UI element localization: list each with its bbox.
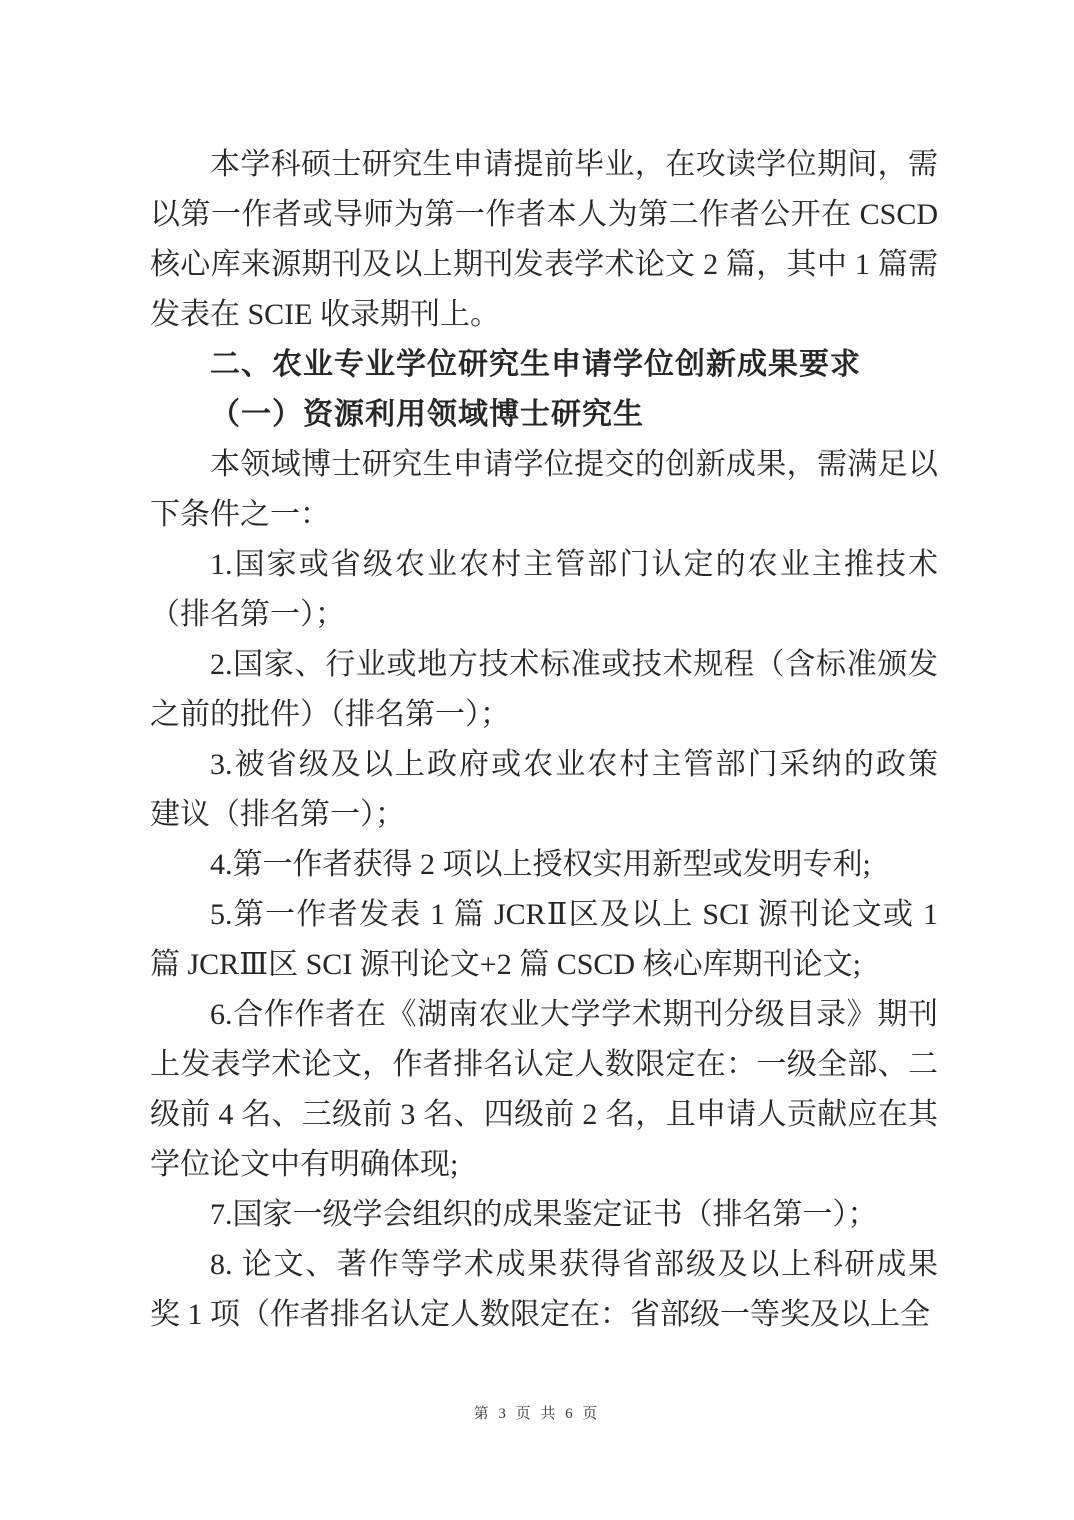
text-line: 本领域博士研究生申请学位提交的创新成果，需满足以 bbox=[210, 448, 938, 481]
paragraph bbox=[150, 640, 938, 740]
text-line: 6.合作作者在《湖南农业大学学术期刊分级目录》期刊 bbox=[210, 998, 938, 1031]
text-line: 学位论文中有明确体现; bbox=[150, 1148, 459, 1181]
paragraph bbox=[150, 740, 938, 840]
text-line: 级前 4 名、三级前 3 名、四级前 2 名，且申请人贡献应在其 bbox=[150, 1098, 938, 1131]
text-line: 奖 1 项（作者排名认定人数限定在：省部级一等奖及以上全 bbox=[150, 1298, 930, 1331]
page-number: 第 3 页 共 6 页 bbox=[473, 1406, 601, 1422]
text-line: 3.被省级及以上政府或农业农村主管部门采纳的政策 bbox=[210, 748, 938, 781]
text-line: 上发表学术论文，作者排名认定人数限定在：一级全部、二 bbox=[150, 1048, 938, 1081]
paragraph bbox=[150, 540, 938, 640]
text-line: 之前的批件）（排名第一）； bbox=[150, 698, 510, 731]
text-line: 核心库来源期刊及以上期刊发表学术论文 2 篇，其中 1 篇需 bbox=[150, 248, 938, 281]
document-body bbox=[150, 140, 938, 1340]
paragraph bbox=[150, 140, 938, 340]
section-heading bbox=[150, 340, 938, 390]
text-line: 以第一作者或导师为第一作者本人为第二作者公开在 CSCD bbox=[150, 198, 938, 231]
text-line: （排名第一）； bbox=[150, 598, 345, 631]
text-line: 发表在 SCIE 收录期刊上。 bbox=[150, 298, 501, 331]
text-line: 本学科硕士研究生申请提前毕业，在攻读学位期间，需 bbox=[210, 148, 938, 181]
text-line: 篇 JCRⅢ区 SCI 源刊论文+2 篇 CSCD 核心库期刊论文; bbox=[150, 948, 861, 981]
text-line: 1.国家或省级农业农村主管部门认定的农业主推技术 bbox=[210, 548, 938, 581]
text-line: 7.国家一级学会组织的成果鉴定证书（排名第一）； bbox=[210, 1198, 878, 1231]
page-footer bbox=[0, 1402, 1074, 1426]
text-line: 8. 论文、著作等学术成果获得省部级及以上科研成果 bbox=[210, 1248, 938, 1281]
text-line: 二、农业专业学位研究生申请学位创新成果要求 bbox=[210, 348, 861, 381]
paragraph bbox=[150, 840, 938, 890]
paragraph bbox=[150, 890, 938, 990]
sub-heading bbox=[150, 390, 938, 440]
paragraph bbox=[150, 1190, 938, 1240]
paragraph bbox=[150, 990, 938, 1190]
text-line: 4.第一作者获得 2 项以上授权实用新型或发明专利; bbox=[210, 848, 871, 881]
text-line: 2.国家、行业或地方技术标准或技术规程（含标准颁发 bbox=[210, 648, 938, 681]
paragraph bbox=[150, 440, 938, 540]
text-line: 建议（排名第一）； bbox=[150, 798, 405, 831]
paragraph bbox=[150, 1240, 938, 1340]
text-line: 5.第一作者发表 1 篇 JCRⅡ区及以上 SCI 源刊论文或 1 bbox=[210, 898, 938, 931]
text-line: 下条件之一： bbox=[150, 498, 330, 531]
text-line: （一）资源利用领域博士研究生 bbox=[210, 398, 644, 431]
